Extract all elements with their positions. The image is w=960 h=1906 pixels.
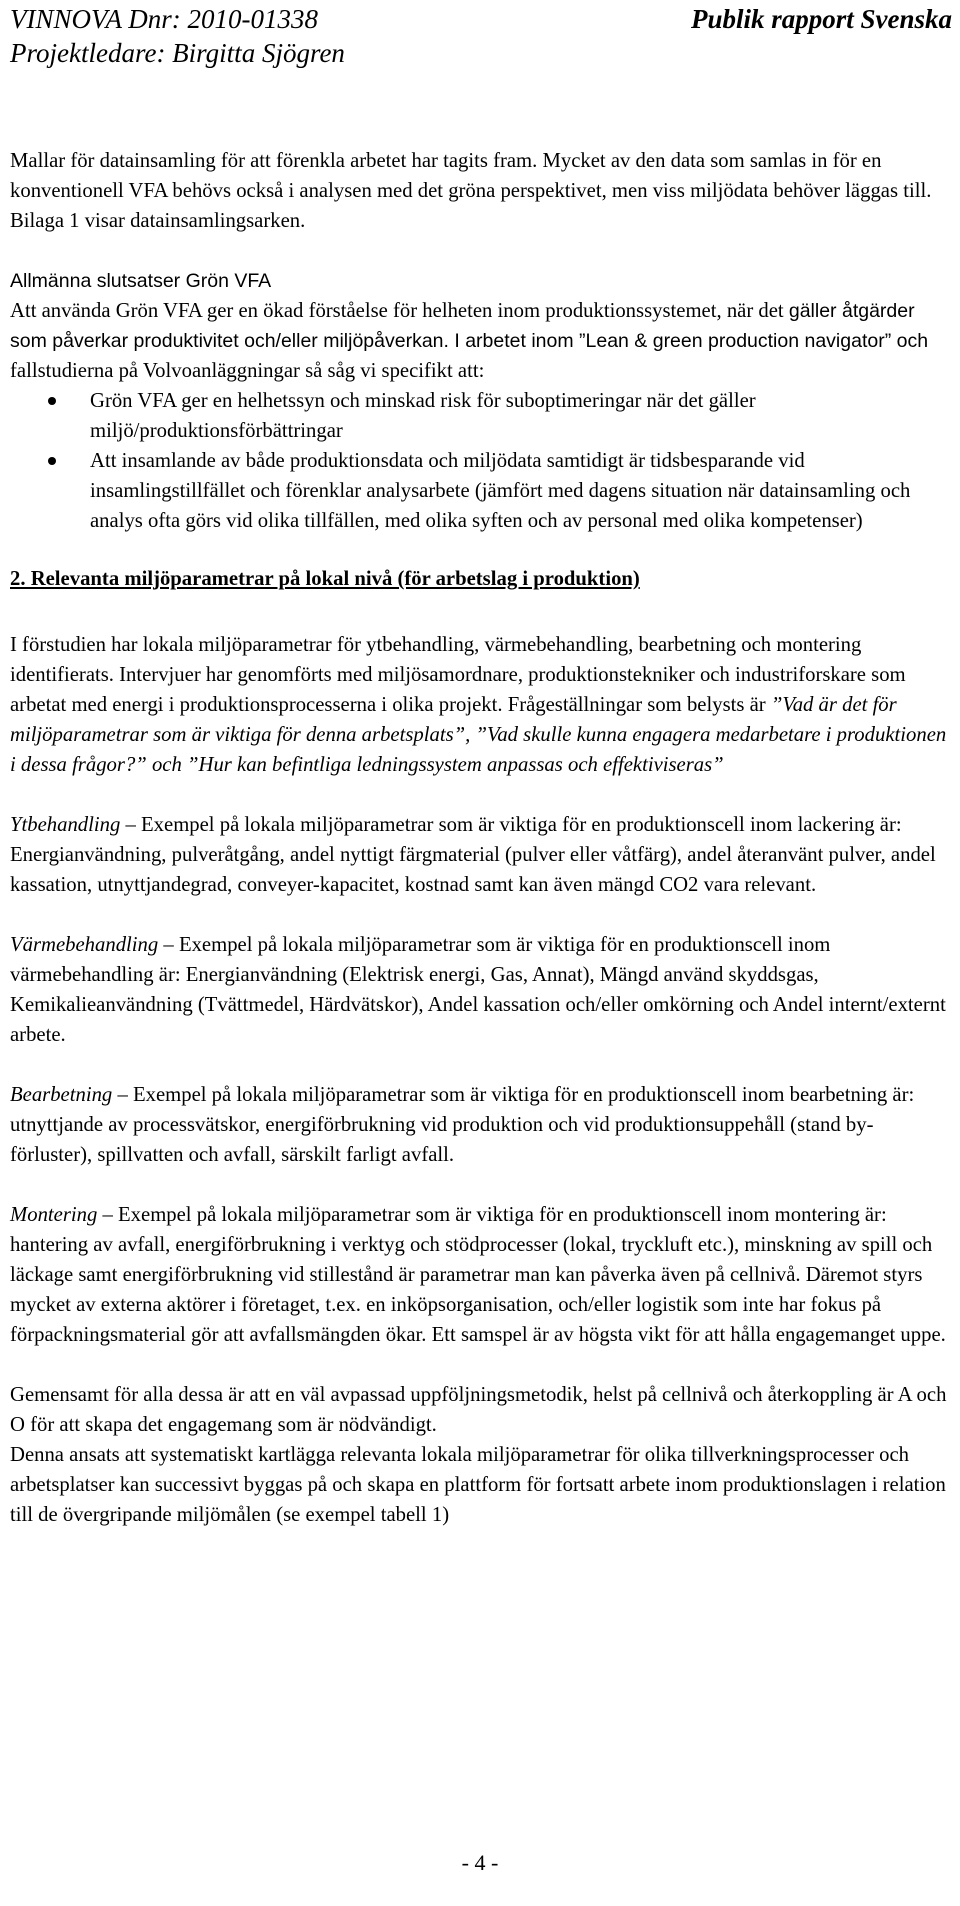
- assembly-label: Montering: [10, 1204, 98, 1226]
- header-left: [10, 2, 345, 70]
- surface-treatment-text: – Exempel på lokala miljöparametrar som är viktiga för en produktionscell inom lackering är: Energianvändning, pulveråtgång, andel nyttigt färgmaterial (pulver eller våtfärg), andel återanvänt pulver, andel kassation, utnyttjandegrad, conveyer-kapacitet, kostnad samt kan även mängd CO2 vara relevant.: [10, 814, 936, 896]
- list-item: [10, 386, 948, 446]
- common-paragraph: Gemensamt för alla dessa är att en väl avpassad uppföljningsmetodik, helst på cellnivå och återkoppling är A och O för att skapa det engagemang som är nödvändigt.: [10, 1384, 947, 1436]
- conclusions-text-sans: gäller åtgärder som påverkar produktivitet och/eller miljöpåverkan. I arbetet inom ”Lean & green production navigator” och: [10, 300, 929, 352]
- conclusions-paragraph: [10, 296, 948, 386]
- heat-treatment-label: Värmebehandling: [10, 934, 159, 956]
- machining-text: – Exempel på lokala miljöparametrar som är viktiga för en produktionscell inom bearbetning är: utnyttjande av processvätskor, energiförbrukning vid produktion och vid produktionsuppehåll (stand by-förluster), spillvatten och avfall, särskilt farligt avfall.: [10, 1084, 915, 1166]
- header-project-leader: Projektledare: Birgitta Sjögren: [10, 38, 345, 68]
- page-content: [10, 146, 948, 1530]
- heat-treatment-paragraph: [10, 930, 948, 1050]
- bullet-icon: [48, 457, 56, 465]
- study-text: I förstudien har lokala miljöparametrar för ytbehandling, värmebehandling, bearbetning och montering identifierats. Intervjuer har genomförts med miljösamordnare, produktionstekniker och industriforskare som arbetat med energi i produktionsprocesserna i olika projekt. Frågeställningar som belysts är: [10, 634, 906, 716]
- study-paragraph: [10, 630, 948, 780]
- conclusions-heading: Allmänna slutsatser Grön VFA: [10, 270, 272, 292]
- study-questions: ”Vad är det för miljöparametrar som är viktiga för denna arbetsplats”, ”Vad skulle kunna engagera medarbetare i produktionen i dessa frågor?” och ”Hur kan befintliga ledningssystem anpassas och effektiviseras”: [10, 694, 947, 776]
- assembly-text: – Exempel på lokala miljöparametrar som är viktiga för en produktionscell inom montering är: hantering av avfall, energiförbrukning i verktyg och stödprocesser (lokal, tryckluft etc.), minskning av spill och läckage samt energiförbrukning vid stillestånd är parametrar man kan påverka även på cellnivå. Däremot styrs mycket av externa aktörer i företaget, t.ex. en inköpsorganisation, och/eller logistik som inte har fokus på förpackningsmaterial gör att avfallsmängden ökar. Ett samspel är av högsta vikt för att hålla engagemanget uppe.: [10, 1204, 946, 1346]
- machining-paragraph: [10, 1080, 948, 1170]
- surface-treatment-label: Ytbehandling: [10, 814, 121, 836]
- conclusions-text-serif: Att använda Grön VFA ger en ökad förståelse för helheten inom produktionssystemet, när det: [10, 300, 784, 322]
- section-heading: 2. Relevanta miljöparametrar på lokal nivå (för arbetslag i produktion): [10, 568, 640, 590]
- bullet-text: Grön VFA ger en helhetssyn och minskad risk för suboptimeringar när det gäller miljö/produktionsförbättringar: [90, 390, 756, 442]
- page-header: [10, 0, 952, 100]
- surface-treatment-paragraph: [10, 810, 948, 900]
- conclusions-bullet-list: [10, 386, 948, 536]
- approach-paragraph: Denna ansats att systematiskt kartlägga relevanta lokala miljöparametrar för olika tillverkningsprocesser och arbetsplatser kan successivt byggas på och skapa en plattform för fortsatt arbete inom produktionslagen i relation till de övergripande miljömålen (se exempel tabell 1): [10, 1444, 946, 1526]
- page-number: - 4 -: [461, 1850, 499, 1875]
- machining-label: Bearbetning: [10, 1084, 113, 1106]
- list-item: [10, 446, 948, 536]
- header-report-type: Publik rapport Svenska: [690, 4, 952, 34]
- heat-treatment-text: – Exempel på lokala miljöparametrar som är viktiga för en produktionscell inom värmebehandling är: Energianvändning (Elektrisk energi, Gas, Annat), Mängd använd skyddsgas, Kemikalieanvändning (Tvättmedel, Härdvätskor), Andel kassation och/eller omkörning och Andel internt/externt arbete.: [10, 934, 946, 1046]
- intro-paragraph: Mallar för datainsamling för att förenkla arbetet har tagits fram. Mycket av den data som samlas in för en konventionell VFA behövs också i analysen med det gröna perspektivet, men viss miljödata behöver läggas till. Bilaga 1 visar datainsamlingsarken.: [10, 150, 932, 232]
- header-project-number: VINNOVA Dnr: 2010-01338: [10, 4, 318, 34]
- bullet-text: Att insamlande av både produktionsdata och miljödata samtidigt är tidsbesparande vid insamlingstillfället och förenklar analysarbete (jämfört med dagens situation när datainsamling och analys ofta görs vid olika tillfällen, med olika syften och av personal med olika kompetenser): [90, 450, 911, 532]
- conclusions-text-tail: fallstudierna på Volvoanläggningar så såg vi specifikt att:: [10, 360, 485, 382]
- assembly-paragraph: [10, 1200, 948, 1350]
- bullet-icon: [48, 397, 56, 405]
